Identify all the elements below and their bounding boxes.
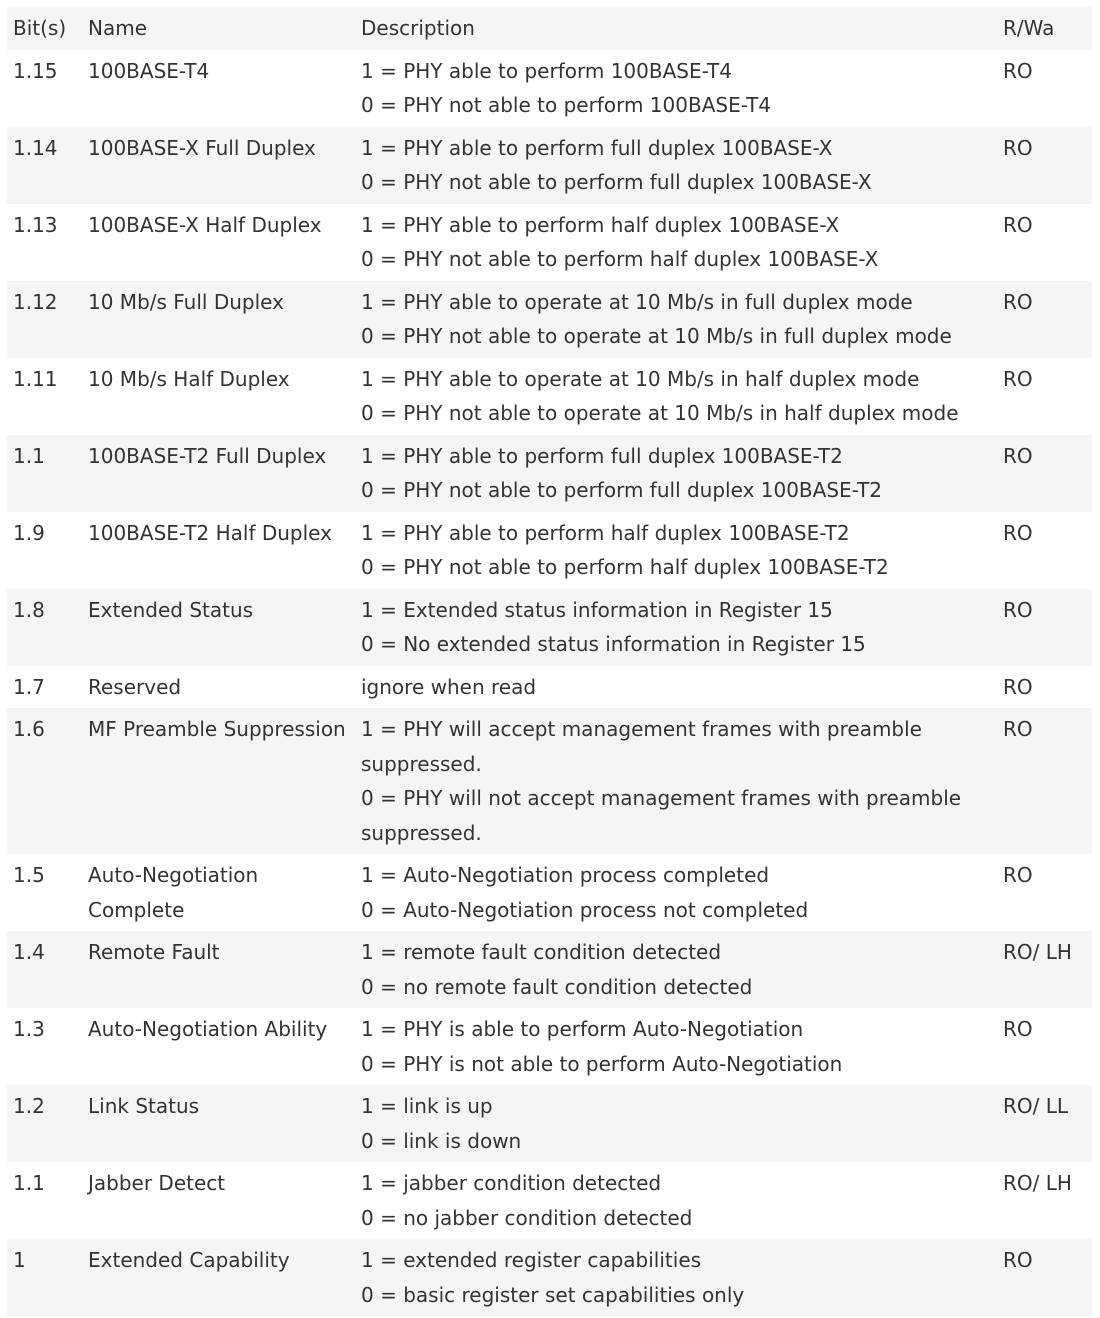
name-cell: Remote Fault bbox=[88, 940, 220, 964]
description-line: suppressed. bbox=[361, 751, 482, 776]
rw-cell: RO/ LH bbox=[1003, 940, 1072, 964]
description-line: 0 = PHY not able to operate at 10 Mb/s in full duplex mode bbox=[361, 324, 952, 348]
bit-cell: 1.3 bbox=[13, 1017, 45, 1041]
table-row bbox=[7, 127, 1092, 204]
bit-cell: 1 bbox=[13, 1248, 26, 1272]
name-cell: Extended Capability bbox=[88, 1248, 290, 1272]
description-line: 1 = PHY able to perform 100BASE-T4 bbox=[361, 58, 732, 83]
name-cell: Link Status bbox=[88, 1094, 200, 1118]
rw-cell: RO bbox=[1003, 597, 1033, 622]
description-line: 0 = PHY not able to perform full duplex 100BASE-T2 bbox=[361, 478, 882, 502]
bit-cell: 1.13 bbox=[13, 212, 58, 237]
description-line: 1 = PHY able to perform half duplex 100BASE-X bbox=[361, 212, 840, 237]
description-cell bbox=[355, 1008, 997, 1085]
description-cell bbox=[355, 512, 997, 589]
description-line: suppressed. bbox=[361, 820, 482, 845]
table-row bbox=[7, 281, 1092, 358]
description-cell bbox=[355, 1239, 997, 1316]
bit-cell: 1.9 bbox=[13, 520, 45, 545]
description-line: 1 = PHY able to perform full duplex 100BASE-T2 bbox=[361, 443, 843, 468]
description-line: 1 = PHY able to perform half duplex 100BASE-T2 bbox=[361, 520, 850, 545]
table-row bbox=[7, 1162, 1092, 1239]
table-row bbox=[7, 435, 1092, 512]
description-cell bbox=[355, 589, 997, 666]
bit-cell: 1.2 bbox=[13, 1094, 45, 1118]
rw-cell: RO bbox=[1003, 1017, 1033, 1041]
description-line: 1 = link is up bbox=[361, 1094, 493, 1118]
description-line: 0 = Auto-Negotiation process not completed bbox=[361, 897, 809, 922]
bit-cell: 1.8 bbox=[13, 597, 45, 622]
description-line: 1 = PHY will accept management frames with preamble bbox=[361, 717, 922, 741]
name-cell: 100BASE-X Full Duplex bbox=[88, 135, 316, 160]
name-cell: 100BASE-T2 Half Duplex bbox=[88, 520, 332, 545]
description-line: 0 = PHY not able to perform 100BASE-T4 bbox=[361, 93, 772, 117]
rw-cell: RO bbox=[1003, 674, 1033, 699]
rw-cell: RO bbox=[1003, 289, 1033, 314]
description-cell bbox=[355, 358, 997, 435]
description-line: 1 = PHY able to operate at 10 Mb/s in half duplex mode bbox=[361, 366, 920, 391]
description-line: 1 = PHY able to perform full duplex 100BASE-X bbox=[361, 135, 833, 160]
table-header bbox=[7, 7, 1092, 50]
rw-cell: RO bbox=[1003, 58, 1033, 83]
description-line: 0 = PHY not able to perform half duplex 100BASE-X bbox=[361, 247, 879, 271]
rw-cell: RO bbox=[1003, 443, 1033, 468]
header-bits: Bit(s) bbox=[13, 16, 67, 40]
rw-cell: RO/ LL bbox=[1003, 1094, 1069, 1118]
header-rw: R/Wa bbox=[1003, 16, 1055, 40]
table-row bbox=[7, 50, 1092, 127]
description-cell bbox=[355, 281, 997, 358]
name-cell: 10 Mb/s Full Duplex bbox=[88, 289, 284, 314]
description-cell bbox=[355, 435, 997, 512]
table-row bbox=[7, 204, 1092, 281]
description-cell bbox=[355, 204, 997, 281]
bit-cell: 1.1 bbox=[13, 1171, 45, 1195]
name-cell: 10 Mb/s Half Duplex bbox=[88, 366, 290, 391]
name-cell: 100BASE-T2 Full Duplex bbox=[88, 443, 327, 468]
name-cell: Reserved bbox=[88, 674, 182, 699]
description-line: 1 = remote fault condition detected bbox=[361, 940, 722, 964]
description-line: ignore when read bbox=[361, 674, 537, 699]
table-row bbox=[7, 666, 1092, 709]
description-line: 0 = no remote fault condition detected bbox=[361, 974, 753, 999]
description-cell bbox=[355, 854, 997, 931]
description-cell bbox=[355, 666, 997, 709]
name-cell: Jabber Detect bbox=[88, 1171, 226, 1195]
description-line: 0 = link is down bbox=[361, 1128, 522, 1153]
name-cell: Auto-Negotiation Complete bbox=[88, 863, 259, 922]
table-row bbox=[7, 358, 1092, 435]
rw-cell: RO bbox=[1003, 212, 1033, 237]
name-cell: MF Preamble Suppression bbox=[88, 717, 346, 741]
table-row bbox=[7, 931, 1092, 1008]
header-description: Description bbox=[361, 16, 475, 40]
table-row bbox=[7, 854, 1092, 931]
description-line: 1 = PHY is able to perform Auto-Negotiation bbox=[361, 1017, 804, 1041]
rw-cell: RO bbox=[1003, 135, 1033, 160]
bit-cell: 1.5 bbox=[13, 863, 45, 887]
description-line: 1 = Auto-Negotiation process completed bbox=[361, 863, 770, 887]
description-line: 0 = PHY not able to perform full duplex 100BASE-X bbox=[361, 170, 872, 194]
bit-cell: 1.7 bbox=[13, 674, 45, 699]
header-name: Name bbox=[88, 16, 148, 40]
register-table bbox=[7, 7, 1092, 1316]
header-row bbox=[7, 7, 1092, 50]
bit-cell: 1.4 bbox=[13, 940, 45, 964]
bit-cell: 1.14 bbox=[13, 135, 58, 160]
table-row bbox=[7, 589, 1092, 666]
description-line: 1 = PHY able to operate at 10 Mb/s in full duplex mode bbox=[361, 289, 913, 314]
table-row bbox=[7, 708, 1092, 854]
rw-cell: RO bbox=[1003, 863, 1033, 887]
description-line: 0 = basic register set capabilities only bbox=[361, 1282, 745, 1307]
bit-cell: 1.12 bbox=[13, 289, 58, 314]
bit-cell: 1.15 bbox=[13, 58, 58, 83]
description-cell bbox=[355, 708, 997, 854]
rw-cell: RO/ LH bbox=[1003, 1171, 1072, 1195]
rw-cell: RO bbox=[1003, 520, 1033, 545]
description-line: 1 = jabber condition detected bbox=[361, 1171, 662, 1195]
description-cell bbox=[355, 50, 997, 127]
table-row bbox=[7, 512, 1092, 589]
description-line: 1 = extended register capabilities bbox=[361, 1248, 702, 1272]
description-line: 0 = no jabber condition detected bbox=[361, 1205, 693, 1230]
description-cell bbox=[355, 931, 997, 1008]
rw-cell: RO bbox=[1003, 717, 1033, 741]
name-cell: Auto-Negotiation Ability bbox=[88, 1017, 328, 1041]
description-line: 0 = PHY not able to perform half duplex 100BASE-T2 bbox=[361, 555, 889, 579]
table-row bbox=[7, 1085, 1092, 1162]
description-line: 0 = PHY will not accept management frames with preamble bbox=[361, 786, 962, 810]
description-line: 0 = No extended status information in Register 15 bbox=[361, 632, 866, 656]
table-body bbox=[7, 50, 1092, 1317]
description-cell bbox=[355, 1162, 997, 1239]
description-line: 1 = Extended status information in Register 15 bbox=[361, 597, 833, 622]
name-cell: 100BASE-X Half Duplex bbox=[88, 212, 322, 237]
rw-cell: RO bbox=[1003, 366, 1033, 391]
name-cell: 100BASE-T4 bbox=[88, 58, 210, 83]
bit-cell: 1.11 bbox=[13, 366, 58, 391]
description-line: 0 = PHY not able to operate at 10 Mb/s in half duplex mode bbox=[361, 401, 959, 425]
table-row bbox=[7, 1008, 1092, 1085]
rw-cell: RO bbox=[1003, 1248, 1033, 1272]
bit-cell: 1.6 bbox=[13, 717, 45, 741]
description-cell bbox=[355, 1085, 997, 1162]
description-cell bbox=[355, 127, 997, 204]
table-row bbox=[7, 1239, 1092, 1316]
bit-cell: 1.1 bbox=[13, 443, 45, 468]
description-line: 0 = PHY is not able to perform Auto-Negotiation bbox=[361, 1051, 843, 1076]
name-cell: Extended Status bbox=[88, 597, 254, 622]
